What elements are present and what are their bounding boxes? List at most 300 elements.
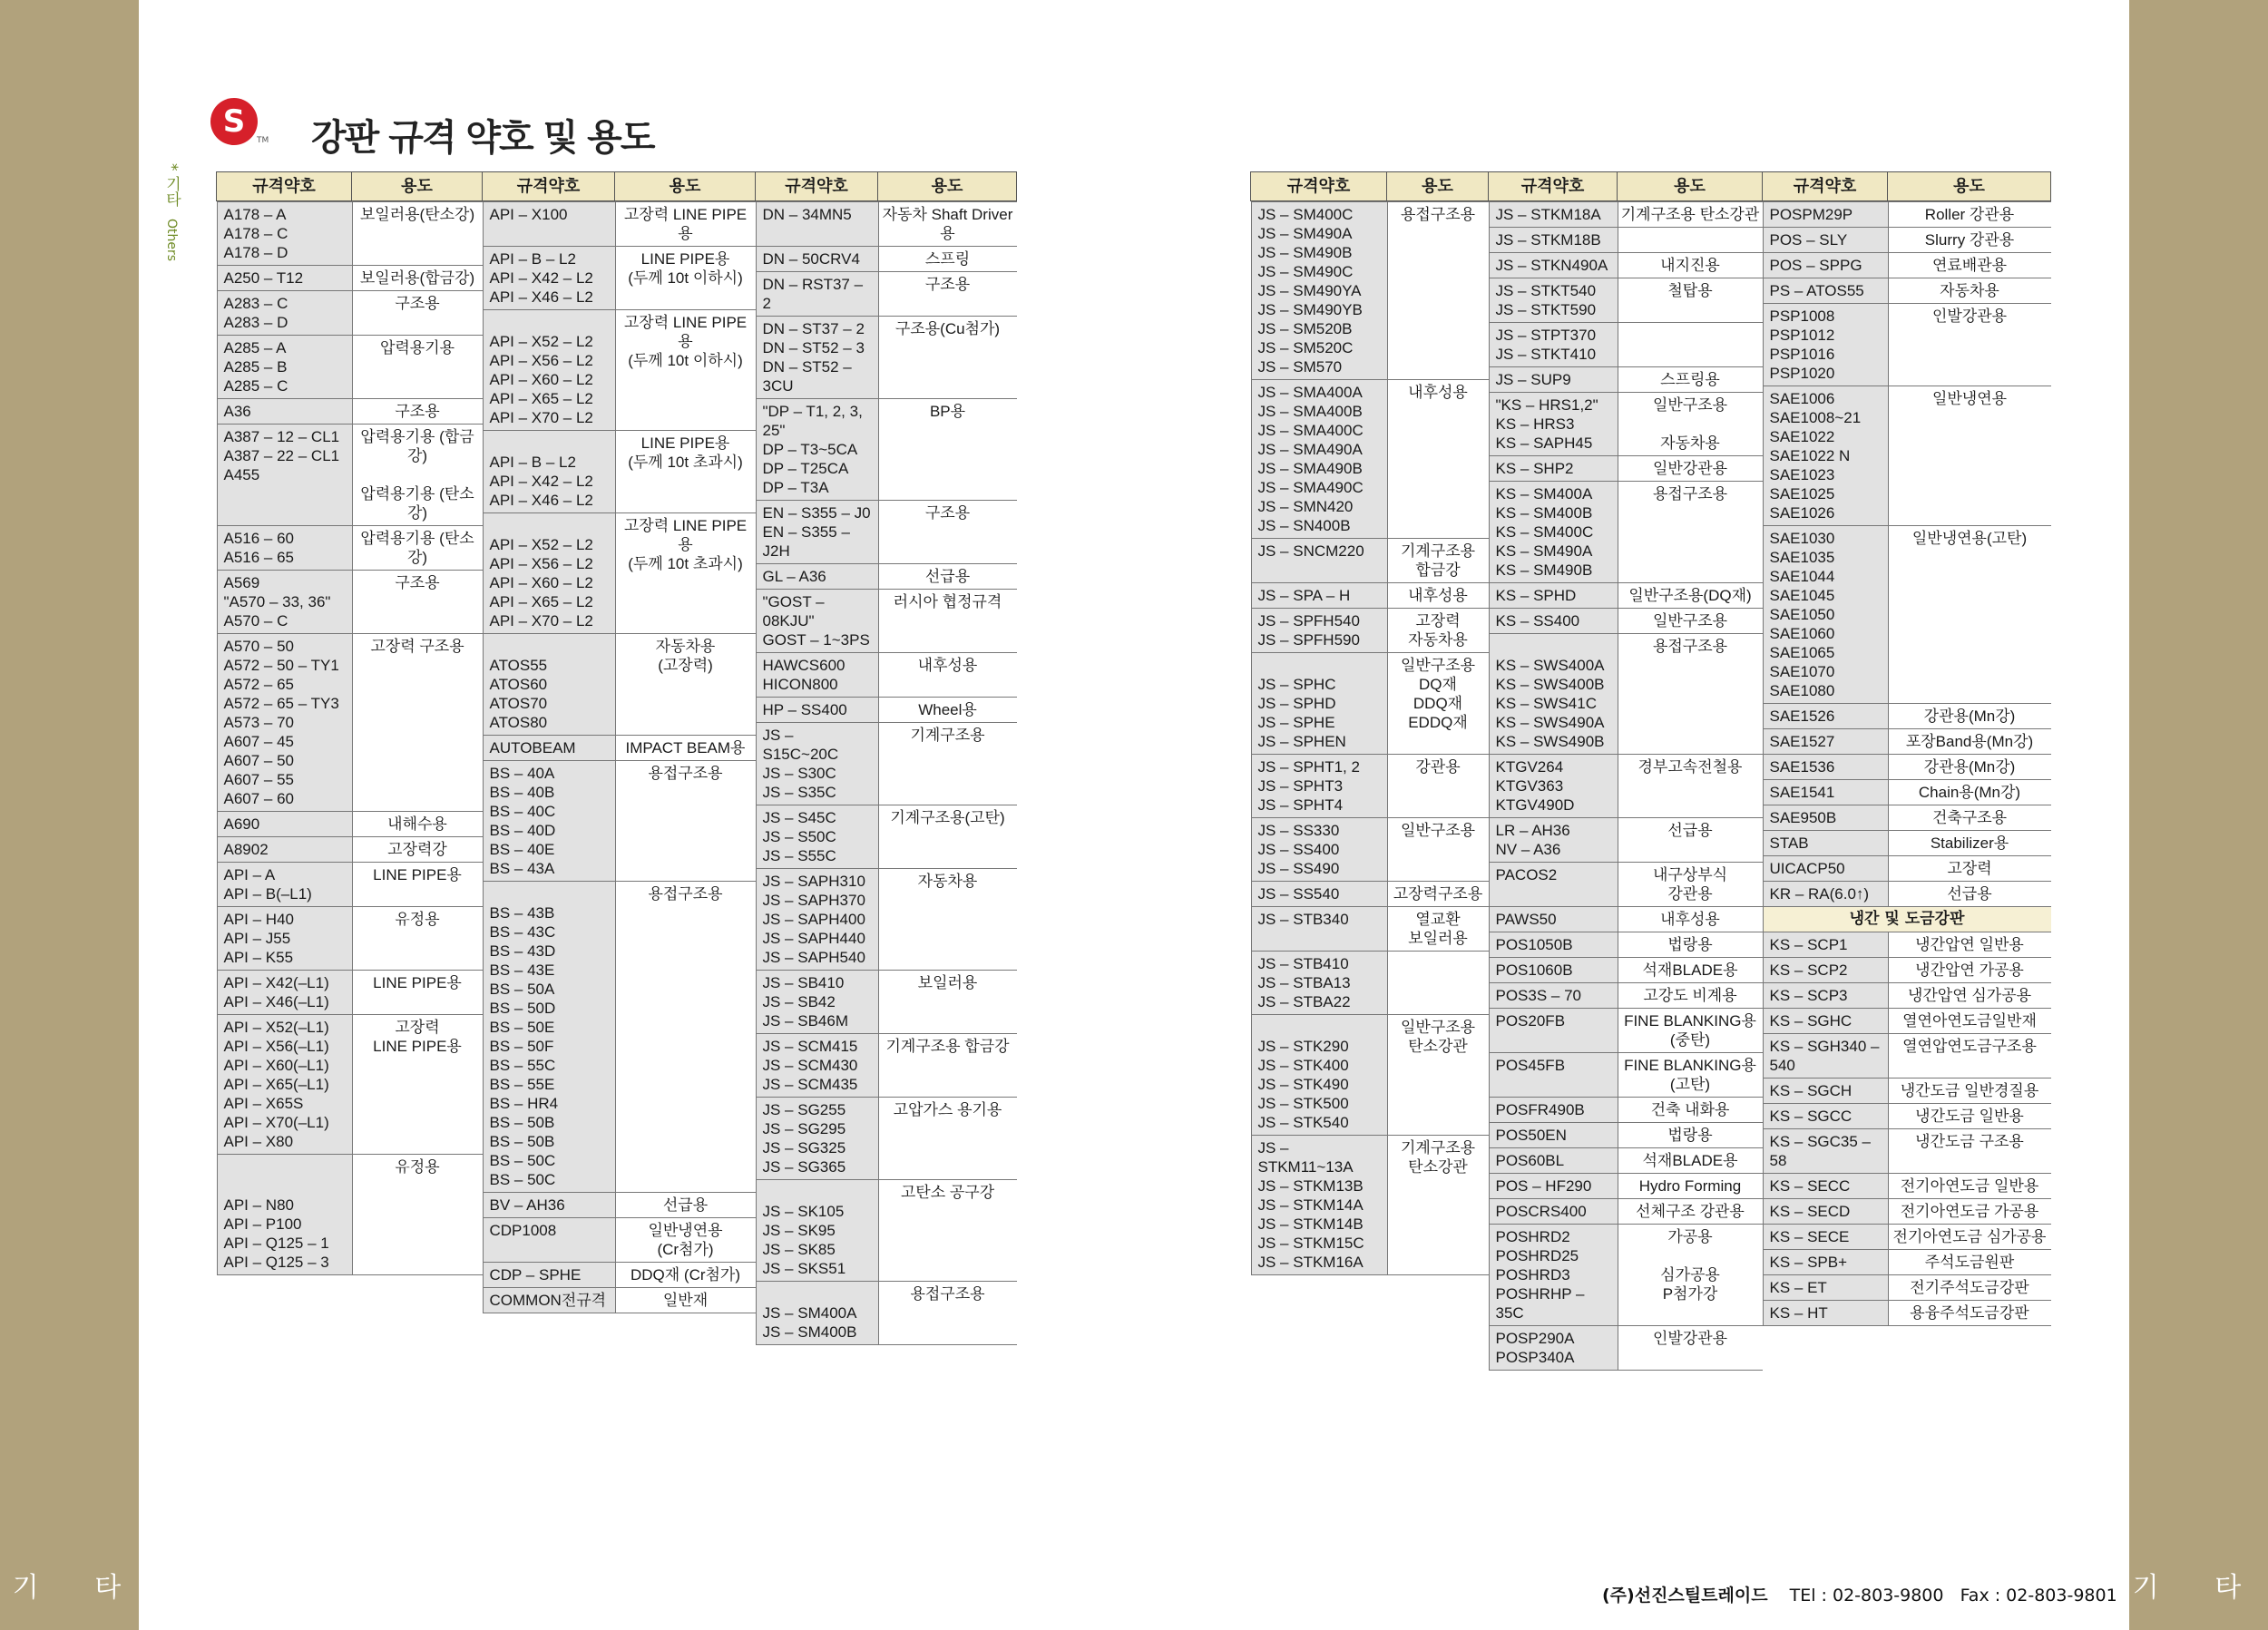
usage-cell: 연료배관용 bbox=[1888, 253, 2051, 278]
col-group-2 bbox=[483, 201, 756, 1313]
table-row bbox=[756, 1034, 1017, 1098]
table-row bbox=[1763, 856, 2051, 882]
spec-code-cell: POSHRD2 POSHRD25 POSHRD3 POSHRHP – 35C bbox=[1489, 1225, 1618, 1326]
usage-cell: 고장력 LINE PIPE용 bbox=[615, 202, 756, 247]
usage-cell: 선체구조 강관용 bbox=[1618, 1199, 1763, 1225]
spec-code-cell: KS – SCP2 bbox=[1763, 958, 1888, 983]
spec-code-cell: JS – STB340 bbox=[1251, 907, 1387, 952]
trademark-mark: TM bbox=[257, 136, 269, 145]
spec-code-cell: JS – STPT370 JS – STKT410 bbox=[1489, 323, 1618, 367]
table-row bbox=[217, 571, 483, 634]
spec-code-cell: A178 – A A178 – C A178 – D bbox=[217, 202, 352, 266]
usage-cell: 구조용 bbox=[878, 501, 1017, 564]
usage-cell: 구조용 bbox=[878, 272, 1017, 317]
usage-cell: Slurry 강관용 bbox=[1888, 228, 2051, 253]
spec-code-cell: SAE1030 SAE1035 SAE1044 SAE1045 SAE1050 SAE1060 SAE1065 SAE1070 SAE1080 bbox=[1763, 526, 1888, 704]
usage-cell: 압력용기용 (탄소강) bbox=[352, 526, 483, 571]
table-row bbox=[1251, 952, 1489, 1015]
spec-code-cell: JS – STKT540 JS – STKT590 bbox=[1489, 278, 1618, 323]
table-row bbox=[483, 761, 756, 882]
table-row bbox=[1763, 831, 2051, 856]
spec-code-cell: API – B – L2 API – X42 – L2 API – X46 – L2 bbox=[483, 247, 615, 310]
usage-cell: FINE BLANKING용 (고탄) bbox=[1618, 1053, 1763, 1098]
usage-cell: IMPACT BEAM용 bbox=[615, 736, 756, 761]
spec-code-cell: BS – 40A BS – 40B BS – 40C BS – 40D BS – 40E BS – 43A bbox=[483, 761, 615, 882]
usage-cell: 선급용 bbox=[878, 564, 1017, 590]
usage-cell: 용접구조용 bbox=[615, 882, 756, 1193]
table-row bbox=[483, 634, 756, 736]
usage-cell: 기계구조용 탄소강관 bbox=[1618, 202, 1763, 228]
table-row bbox=[217, 837, 483, 863]
table-row bbox=[1489, 1123, 1763, 1148]
table-row bbox=[756, 971, 1017, 1034]
table-row bbox=[483, 736, 756, 761]
spec-code-cell: HP – SS400 bbox=[756, 698, 878, 723]
usage-cell: Chain용(Mn강) bbox=[1888, 780, 2051, 805]
spec-code-cell: A285 – A A285 – B A285 – C bbox=[217, 336, 352, 399]
spec-code-cell: POSP290A POSP340A bbox=[1489, 1326, 1618, 1371]
spec-code-cell: API – N80 API – P100 API – Q125 – 1 API – Q125 – 3 bbox=[217, 1155, 352, 1275]
table-row bbox=[1251, 1015, 1489, 1136]
usage-cell: 냉간압연 심가공용 bbox=[1888, 983, 2051, 1009]
usage-cell: Hydro Forming bbox=[1618, 1174, 1763, 1199]
spec-code-cell: POS – HF290 bbox=[1489, 1174, 1618, 1199]
usage-cell: 구조용 bbox=[352, 291, 483, 336]
spec-code-cell: API – H40 API – J55 API – K55 bbox=[217, 907, 352, 971]
usage-cell: 용접구조용 bbox=[878, 1282, 1017, 1345]
col-header: 규격약호 bbox=[217, 172, 352, 201]
usage-cell: LINE PIPE용 bbox=[352, 863, 483, 907]
spec-code-cell: JS – SMA400A JS – SMA400B JS – SMA400C JS – SMA490A JS – SMA490B JS – SMA490C JS – SMN420 JS – SN400B bbox=[1251, 380, 1387, 539]
spec-code-cell: BS – 43B BS – 43C BS – 43D BS – 43E BS – 50A BS – 50D BS – 50E BS – 50F BS – 55C BS – 55E BS – HR4 BS – 50B BS – 50B BS – 50C BS – 50C bbox=[483, 882, 615, 1193]
usage-cell: 용접구조용 bbox=[1387, 202, 1489, 380]
table-row bbox=[1763, 526, 2051, 704]
usage-cell: 철탑용 bbox=[1618, 278, 1763, 323]
spec-code-cell: "DP – T1, 2, 3, 25" DP – T3~5CA DP – T25CA DP – T3A bbox=[756, 399, 878, 501]
spec-code-cell: A250 – T12 bbox=[217, 266, 352, 291]
usage-cell: 용접구조용 bbox=[615, 761, 756, 882]
spec-code-cell: HAWCS600 HICON800 bbox=[756, 653, 878, 698]
spec-code-cell: SAE1541 bbox=[1763, 780, 1888, 805]
table-row bbox=[1489, 1148, 1763, 1174]
spec-code-cell: JS – STB410 JS – STBA13 JS – STBA22 bbox=[1251, 952, 1387, 1015]
usage-cell: 가공용 심가공용 P첨가강 bbox=[1618, 1225, 1763, 1326]
usage-cell: 유정용 bbox=[352, 907, 483, 971]
table-row bbox=[1489, 958, 1763, 983]
table-row bbox=[756, 1180, 1017, 1282]
table-row bbox=[1763, 882, 2051, 907]
spec-code-cell: A570 – 50 A572 – 50 – TY1 A572 – 65 A572 – 65 – TY3 A573 – 70 A607 – 45 A607 – 50 A607 – 55 A607 – 60 bbox=[217, 634, 352, 812]
col-header: 규격약호 bbox=[1763, 172, 1888, 201]
col-header: 규격약호 bbox=[1489, 172, 1618, 201]
usage-cell: 고장력 bbox=[1888, 856, 2051, 882]
table-row bbox=[1763, 202, 2051, 228]
table-row bbox=[1763, 704, 2051, 729]
col-group-2 bbox=[1489, 201, 1763, 1371]
table-row bbox=[756, 564, 1017, 590]
spec-code-cell: KS – SGHC bbox=[1763, 1009, 1888, 1034]
usage-cell: 고장력구조용 bbox=[1387, 882, 1489, 907]
table-row bbox=[1763, 1174, 2051, 1199]
usage-cell: LINE PIPE용 (두께 10t 초과시) bbox=[615, 431, 756, 513]
usage-cell: Wheel용 bbox=[878, 698, 1017, 723]
table-row bbox=[483, 1288, 756, 1313]
spec-code-cell: POSFR490B bbox=[1489, 1098, 1618, 1123]
table-row bbox=[1489, 818, 1763, 863]
col-header: 규격약호 bbox=[756, 172, 878, 201]
usage-cell: 고장력강 bbox=[352, 837, 483, 863]
table-row bbox=[483, 513, 756, 634]
spec-code-cell: JS – SUP9 bbox=[1489, 367, 1618, 393]
usage-cell bbox=[1618, 228, 1763, 253]
usage-cell: 열교환 보일러용 bbox=[1387, 907, 1489, 952]
spec-code-cell: JS – SAPH310 JS – SAPH370 JS – SAPH400 JS – SAPH440 JS – SAPH540 bbox=[756, 869, 878, 971]
spec-code-cell: POSPM29P bbox=[1763, 202, 1888, 228]
table-row bbox=[1763, 278, 2051, 304]
table-row bbox=[217, 1155, 483, 1275]
spec-code-cell: POS60BL bbox=[1489, 1148, 1618, 1174]
table-row bbox=[1763, 1034, 2051, 1079]
spec-code-cell: JS – S15C~20C JS – S30C JS – S35C bbox=[756, 723, 878, 805]
usage-cell: 고장력 LINE PIPE용 bbox=[352, 1015, 483, 1155]
table-row bbox=[1763, 253, 2051, 278]
spec-code-cell: JS – S45C JS – S50C JS – S55C bbox=[756, 805, 878, 869]
spec-code-cell: COMMON전규격 bbox=[483, 1288, 615, 1313]
usage-cell: LINE PIPE용 bbox=[352, 971, 483, 1015]
table-row bbox=[1763, 1199, 2051, 1225]
table-row bbox=[1489, 1009, 1763, 1053]
usage-cell: 열연압연도금구조용 bbox=[1888, 1034, 2051, 1079]
usage-cell: 고장력 자동차용 bbox=[1387, 609, 1489, 653]
usage-cell: 일반강관용 bbox=[1618, 456, 1763, 482]
usage-cell: 선급용 bbox=[615, 1193, 756, 1218]
section-cold-rolled-heading: 냉간 및 도금강판 bbox=[1763, 907, 2051, 932]
table-row bbox=[483, 202, 756, 247]
table-row bbox=[1489, 1225, 1763, 1326]
table-row bbox=[217, 634, 483, 812]
col-group-1 bbox=[217, 201, 483, 1275]
usage-cell: 건축 내화용 bbox=[1618, 1098, 1763, 1123]
footer-tel: TEl : 02-803-9800 bbox=[1789, 1586, 1944, 1606]
table-row bbox=[483, 310, 756, 431]
usage-cell: 자동차용 bbox=[1888, 278, 2051, 304]
table-row bbox=[1763, 805, 2051, 831]
table-row bbox=[1763, 729, 2051, 755]
usage-cell: 자동차용 (고장력) bbox=[615, 634, 756, 736]
usage-cell: 일반구조용 탄소강관 bbox=[1387, 1015, 1489, 1136]
usage-cell: 강관용(Mn강) bbox=[1888, 704, 2051, 729]
usage-cell: 일반구조용 bbox=[1618, 609, 1763, 634]
usage-cell: 구조용(Cu첨가) bbox=[878, 317, 1017, 399]
col-header: 용도 bbox=[1387, 172, 1489, 201]
spec-code-cell: API – X100 bbox=[483, 202, 615, 247]
spec-code-cell: API – X52 – L2 API – X56 – L2 API – X60 – L2 API – X65 – L2 API – X70 – L2 bbox=[483, 513, 615, 634]
spec-code-cell: POS20FB bbox=[1489, 1009, 1618, 1053]
right-spec-table bbox=[1250, 171, 2051, 1371]
footer-company: (주)선진스틸트레이드 bbox=[1602, 1586, 1768, 1606]
usage-cell: BP용 bbox=[878, 399, 1017, 501]
table-row bbox=[1763, 1079, 2051, 1104]
spec-code-cell: JS – SB410 JS – SB42 JS – SB46M bbox=[756, 971, 878, 1034]
table-row bbox=[1251, 1136, 1489, 1275]
table-row bbox=[1489, 1053, 1763, 1098]
spec-code-cell: KS – SCP3 bbox=[1763, 983, 1888, 1009]
table-row bbox=[1763, 1250, 2051, 1275]
table-row bbox=[1489, 755, 1763, 818]
spec-code-cell: KS – SGC35 – 58 bbox=[1763, 1129, 1888, 1174]
table-row bbox=[1489, 456, 1763, 482]
spec-code-cell: KS – SCP1 bbox=[1763, 932, 1888, 958]
spec-code-cell: A387 – 12 – CL1 A387 – 22 – CL1 A455 bbox=[217, 425, 352, 526]
spec-code-cell: API – X42(–L1) API – X46(–L1) bbox=[217, 971, 352, 1015]
page-footer bbox=[1602, 1582, 2117, 1606]
table-row bbox=[1489, 1174, 1763, 1199]
spec-code-cell: API – B – L2 API – X42 – L2 API – X46 – L2 bbox=[483, 431, 615, 513]
usage-cell: 내지진용 bbox=[1618, 253, 1763, 278]
table-row bbox=[1763, 1225, 2051, 1250]
table-row bbox=[217, 425, 483, 526]
side-footer-left: 기 타 bbox=[12, 1572, 145, 1604]
usage-cell: 전기아연도금 가공용 bbox=[1888, 1199, 2051, 1225]
spec-code-cell: A36 bbox=[217, 399, 352, 425]
spec-code-cell: JS – SPHC JS – SPHD JS – SPHE JS – SPHEN bbox=[1251, 653, 1387, 755]
table-row bbox=[217, 812, 483, 837]
table-row bbox=[756, 501, 1017, 564]
spec-code-cell: POS1060B bbox=[1489, 958, 1618, 983]
table-row bbox=[756, 653, 1017, 698]
table-row bbox=[217, 266, 483, 291]
table-row bbox=[217, 863, 483, 907]
spec-code-cell: UICACP50 bbox=[1763, 856, 1888, 882]
usage-cell: 고강도 비계용 bbox=[1618, 983, 1763, 1009]
table-row bbox=[1763, 755, 2051, 780]
table-row bbox=[217, 907, 483, 971]
usage-cell: 냉간도금 구조용 bbox=[1888, 1129, 2051, 1174]
spec-code-cell: POS45FB bbox=[1489, 1053, 1618, 1098]
spec-code-cell: JS – STK290 JS – STK400 JS – STK490 JS – STK500 JS – STK540 bbox=[1251, 1015, 1387, 1136]
table-row bbox=[1251, 539, 1489, 583]
col-header: 용도 bbox=[1888, 172, 2051, 201]
table-row bbox=[1489, 367, 1763, 393]
usage-cell: 인발강관용 bbox=[1618, 1326, 1763, 1371]
usage-cell: 용접구조용 bbox=[1618, 634, 1763, 755]
spec-code-cell: "GOST – 08KJU" GOST – 1~3PS bbox=[756, 590, 878, 653]
spec-code-cell: SAE1526 bbox=[1763, 704, 1888, 729]
table-row bbox=[1489, 932, 1763, 958]
spec-code-cell: POS – SPPG bbox=[1763, 253, 1888, 278]
table-row bbox=[1489, 907, 1763, 932]
usage-cell: 주석도금원판 bbox=[1888, 1250, 2051, 1275]
usage-cell: 구조용 bbox=[352, 571, 483, 634]
spec-code-cell: KTGV264 KTGV363 KTGV490D bbox=[1489, 755, 1618, 818]
table-row bbox=[483, 882, 756, 1193]
table-row bbox=[756, 202, 1017, 247]
usage-cell: 내후성용 bbox=[878, 653, 1017, 698]
spec-code-cell: KS – ET bbox=[1763, 1275, 1888, 1301]
side-footer-right: 기 타 bbox=[2132, 1572, 2265, 1604]
table-row bbox=[1763, 932, 2051, 958]
spec-code-cell: API – X52(–L1) API – X56(–L1) API – X60(–L1) API – X65(–L1) API – X65S API – X70(–L1) API – X80 bbox=[217, 1015, 352, 1155]
table-row bbox=[1489, 482, 1763, 583]
spec-code-cell: CDP1008 bbox=[483, 1218, 615, 1263]
spec-code-cell: KS – SM400A KS – SM400B KS – SM400C KS – SM490A KS – SM490B bbox=[1489, 482, 1618, 583]
table-row bbox=[1763, 1275, 2051, 1301]
table-body-row bbox=[1251, 201, 2051, 1371]
spec-code-cell: SAE1536 bbox=[1763, 755, 1888, 780]
table-row bbox=[756, 698, 1017, 723]
usage-cell: 석재BLADE용 bbox=[1618, 958, 1763, 983]
usage-cell: FINE BLANKING용 (중탄) bbox=[1618, 1009, 1763, 1053]
table-row bbox=[1489, 1098, 1763, 1123]
usage-cell: 강관용(Mn강) bbox=[1888, 755, 2051, 780]
usage-cell: 내후성용 bbox=[1618, 907, 1763, 932]
table-row bbox=[756, 1098, 1017, 1180]
usage-cell: 러시아 협정규격 bbox=[878, 590, 1017, 653]
usage-cell: 전기아연도금 일반용 bbox=[1888, 1174, 2051, 1199]
table-row bbox=[1251, 609, 1489, 653]
table-row bbox=[1489, 634, 1763, 755]
usage-cell: 기계구조용 탄소강관 bbox=[1387, 1136, 1489, 1275]
usage-cell: 일반냉연용 bbox=[1888, 386, 2051, 526]
table-row bbox=[1763, 1301, 2051, 1326]
table-row bbox=[756, 590, 1017, 653]
table-row bbox=[483, 1193, 756, 1218]
left-side-band bbox=[0, 0, 145, 1630]
usage-cell: 고탄소 공구강 bbox=[878, 1180, 1017, 1282]
spec-code-cell: "KS – HRS1,2" KS – HRS3 KS – SAPH45 bbox=[1489, 393, 1618, 456]
table-row bbox=[1763, 983, 2051, 1009]
usage-cell: 냉간도금 일반용 bbox=[1888, 1104, 2051, 1129]
spec-code-cell: JS – SM400C JS – SM490A JS – SM490B JS – SM490C JS – SM490YA JS – SM490YB JS – SM520B JS – SM520C JS – SM570 bbox=[1251, 202, 1387, 380]
table-row bbox=[483, 247, 756, 310]
spec-code-cell: PS – ATOS55 bbox=[1763, 278, 1888, 304]
spec-code-cell: A690 bbox=[217, 812, 352, 837]
spec-code-cell: KS – SPB+ bbox=[1763, 1250, 1888, 1275]
table-row bbox=[483, 1263, 756, 1288]
spec-code-cell: JS – SM400A JS – SM400B bbox=[756, 1282, 878, 1345]
usage-cell: 포장Band용(Mn강) bbox=[1888, 729, 2051, 755]
spec-code-cell: POS1050B bbox=[1489, 932, 1618, 958]
usage-cell: 기계구조용 합금강 bbox=[1387, 539, 1489, 583]
spec-code-cell: KS – SECD bbox=[1763, 1199, 1888, 1225]
spec-code-cell: KS – HT bbox=[1763, 1301, 1888, 1326]
table-row bbox=[1489, 983, 1763, 1009]
spec-code-cell: A283 – C A283 – D bbox=[217, 291, 352, 336]
usage-cell: 내구상부식 강관용 bbox=[1618, 863, 1763, 907]
spec-code-cell: KS – SGH340 – 540 bbox=[1763, 1034, 1888, 1079]
table-row bbox=[1489, 863, 1763, 907]
usage-cell: 고압가스 용기용 bbox=[878, 1098, 1017, 1180]
usage-cell: 석재BLADE용 bbox=[1618, 1148, 1763, 1174]
spec-code-cell: POS – SLY bbox=[1763, 228, 1888, 253]
usage-cell: 냉간압연 일반용 bbox=[1888, 932, 2051, 958]
table-row bbox=[1763, 386, 2051, 526]
spec-code-cell: PACOS2 bbox=[1489, 863, 1618, 907]
table-row bbox=[1489, 228, 1763, 253]
table-row bbox=[1489, 609, 1763, 634]
usage-cell: 인발강관용 bbox=[1888, 304, 2051, 386]
usage-cell: 스프링 bbox=[878, 247, 1017, 272]
table-row bbox=[217, 971, 483, 1015]
usage-cell: 전기주석도금강판 bbox=[1888, 1275, 2051, 1301]
table-row bbox=[1251, 907, 1489, 952]
spec-code-cell: DN – RST37 – 2 bbox=[756, 272, 878, 317]
table-row bbox=[1251, 653, 1489, 755]
spec-code-cell: KS – SECE bbox=[1763, 1225, 1888, 1250]
usage-cell: Roller 강관용 bbox=[1888, 202, 2051, 228]
usage-cell: 압력용기용 bbox=[352, 336, 483, 399]
usage-cell: 선급용 bbox=[1888, 882, 2051, 907]
section-tab-ko: * 기타 bbox=[162, 163, 181, 207]
table-row bbox=[1763, 304, 2051, 386]
usage-cell: 강관용 bbox=[1387, 755, 1489, 818]
spec-code-cell: JS – STKM11~13A JS – STKM13B JS – STKM14A JS – STKM14B JS – STKM15C JS – STKM16A bbox=[1251, 1136, 1387, 1275]
spec-code-cell: GL – A36 bbox=[756, 564, 878, 590]
table-row bbox=[756, 805, 1017, 869]
usage-cell: 전기아연도금 심가공용 bbox=[1888, 1225, 2051, 1250]
table-row bbox=[756, 1282, 1017, 1345]
table-row bbox=[756, 869, 1017, 971]
table-row bbox=[217, 526, 483, 571]
usage-cell: 구조용 bbox=[352, 399, 483, 425]
usage-cell: 열연아연도금일반재 bbox=[1888, 1009, 2051, 1034]
spec-code-cell: POSCRS400 bbox=[1489, 1199, 1618, 1225]
usage-cell: 경부고속전철용 bbox=[1618, 755, 1763, 818]
spec-code-cell: DN – ST37 – 2 DN – ST52 – 3 DN – ST52 – 3CU bbox=[756, 317, 878, 399]
spec-code-cell: JS – SPFH540 JS – SPFH590 bbox=[1251, 609, 1387, 653]
col-header: 용도 bbox=[352, 172, 483, 201]
usage-cell: 용융주석도금강판 bbox=[1888, 1301, 2051, 1326]
col-header: 용도 bbox=[615, 172, 756, 201]
usage-cell: 보일러용(합금강) bbox=[352, 266, 483, 291]
usage-cell: 기계구조용 bbox=[878, 723, 1017, 805]
table-row bbox=[1763, 228, 2051, 253]
col-header: 용도 bbox=[878, 172, 1017, 201]
spec-code-cell: PSP1008 PSP1012 PSP1016 PSP1020 bbox=[1763, 304, 1888, 386]
usage-cell: 내후성용 bbox=[1387, 583, 1489, 609]
spec-code-cell: CDP – SPHE bbox=[483, 1263, 615, 1288]
spec-code-cell: KS – SHP2 bbox=[1489, 456, 1618, 482]
table-row bbox=[217, 291, 483, 336]
usage-cell: 고장력 구조용 bbox=[352, 634, 483, 812]
spec-code-cell: DN – 50CRV4 bbox=[756, 247, 878, 272]
table-row bbox=[1763, 780, 2051, 805]
usage-cell: 내후성용 bbox=[1387, 380, 1489, 539]
spec-code-cell: KR – RA(6.0↑) bbox=[1763, 882, 1888, 907]
table-header-row bbox=[217, 172, 1017, 201]
usage-cell: 법랑용 bbox=[1618, 932, 1763, 958]
col-group-3 bbox=[756, 201, 1017, 1345]
usage-cell: 일반냉연용(고탄) bbox=[1888, 526, 2051, 704]
col-group-1 bbox=[1251, 201, 1489, 1275]
table-body-row bbox=[217, 201, 1017, 1346]
table-row bbox=[1489, 323, 1763, 367]
usage-cell: 자동차 Shaft Driver용 bbox=[878, 202, 1017, 247]
col-header: 규격약호 bbox=[483, 172, 615, 201]
usage-cell: 고장력 LINE PIPE용 (두께 10t 이하시) bbox=[615, 310, 756, 431]
table-row bbox=[756, 399, 1017, 501]
col-header: 규격약호 bbox=[1251, 172, 1387, 201]
spec-code-cell: API – A API – B(–L1) bbox=[217, 863, 352, 907]
usage-cell: 유정용 bbox=[352, 1155, 483, 1275]
section-tab bbox=[161, 163, 183, 261]
usage-cell: 기계구조용(고탄) bbox=[878, 805, 1017, 869]
table-row bbox=[1489, 393, 1763, 456]
spec-code-cell: SAE1527 bbox=[1763, 729, 1888, 755]
left-spec-table bbox=[216, 171, 1017, 1345]
spec-code-cell: JS – STKM18A bbox=[1489, 202, 1618, 228]
spec-code-cell: JS – STKM18B bbox=[1489, 228, 1618, 253]
